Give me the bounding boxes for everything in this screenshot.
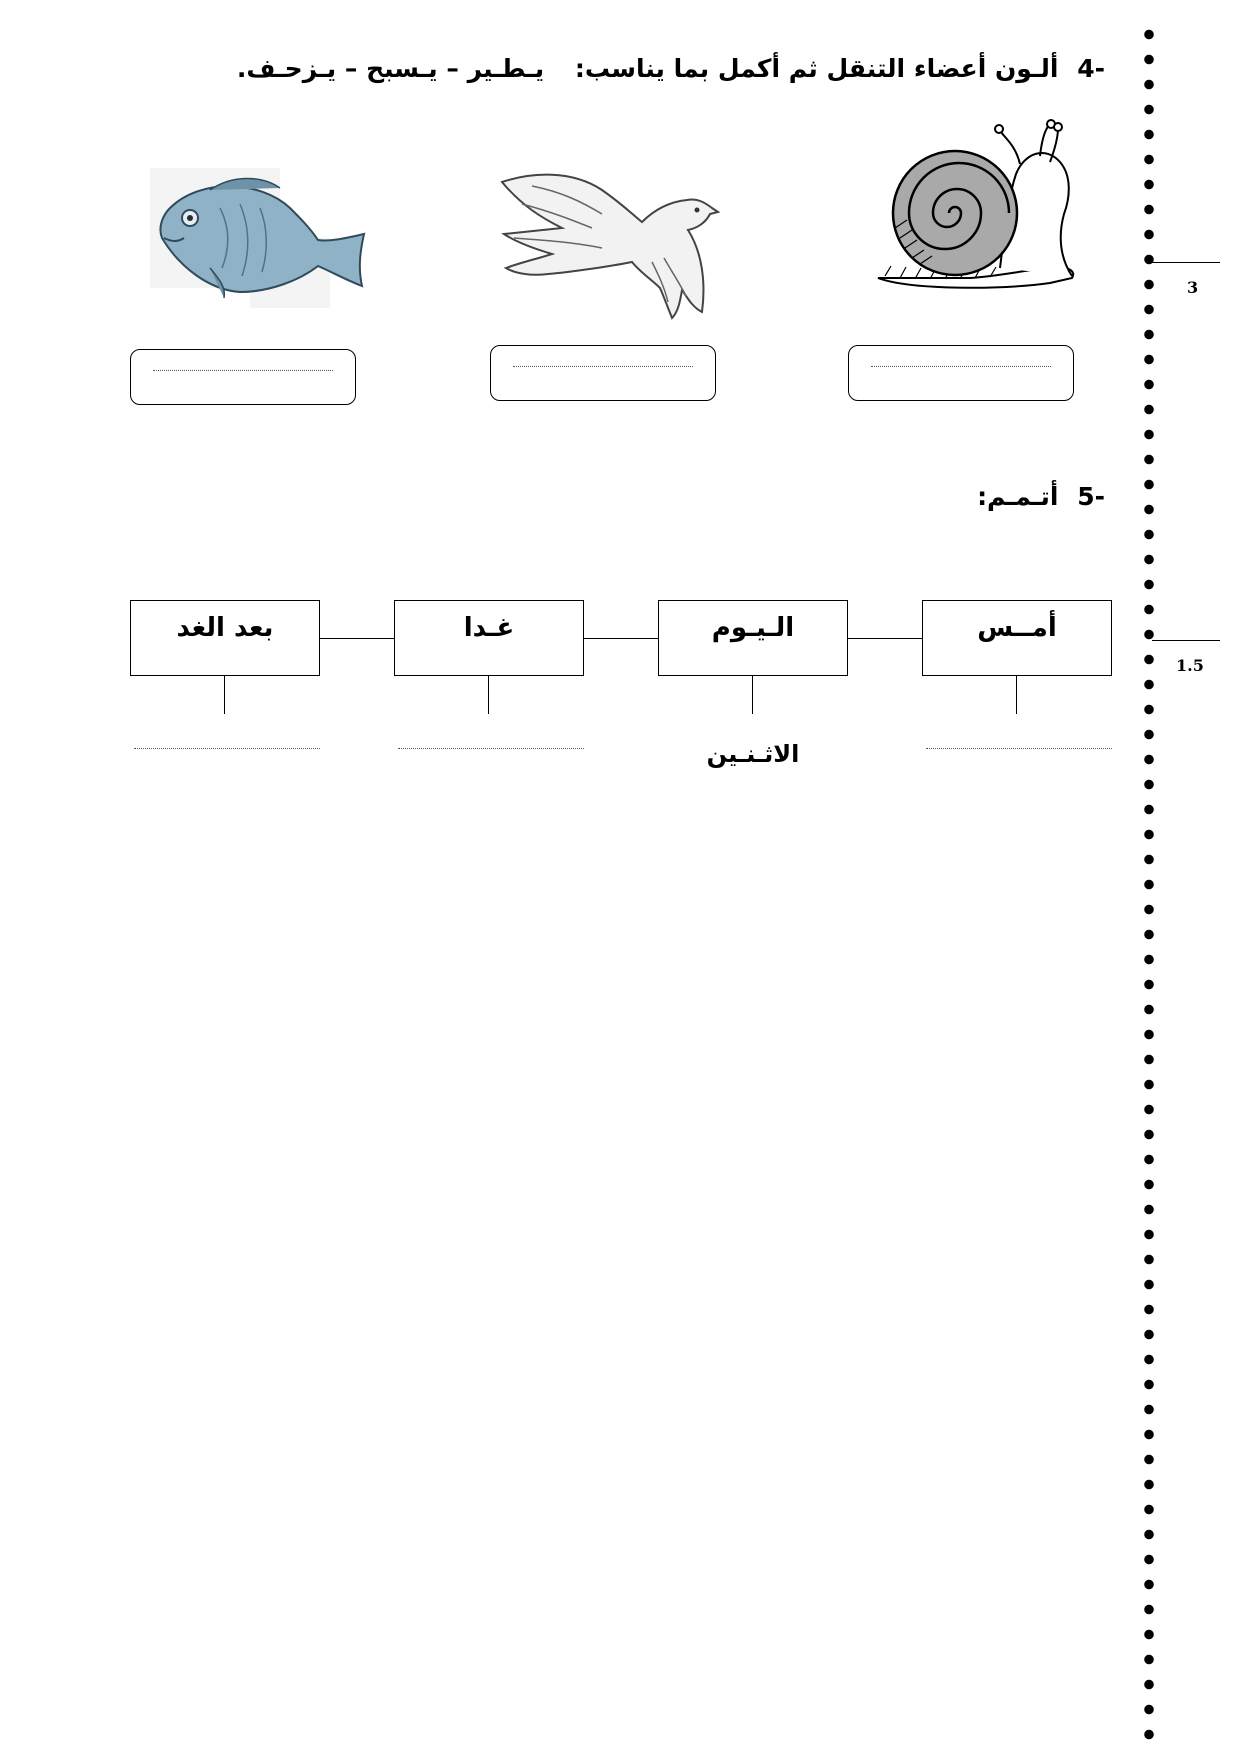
answer-box-bird[interactable] [490, 345, 716, 401]
movement-options: يـطـير – يـسبح – يـزحـف. [236, 54, 545, 83]
answer-line-after-tomorrow[interactable] [134, 748, 320, 749]
fish-icon [150, 168, 390, 358]
fish-picture [150, 168, 390, 358]
answer-box-fish[interactable] [130, 349, 356, 405]
answer-dotted-line [153, 370, 333, 371]
answer-box-snail[interactable] [848, 345, 1074, 401]
bird-icon [492, 162, 732, 352]
connector-line [752, 676, 753, 714]
answer-today: الاثـنـين [706, 740, 800, 768]
question-instruction: ألـون أعضاء التنقل ثم أكمل بما يناسب: [574, 54, 1059, 83]
connector-line [224, 676, 225, 714]
score-line [1152, 640, 1220, 641]
score-line [1152, 262, 1220, 263]
question-5-heading [977, 482, 1105, 511]
connector-line [1016, 676, 1017, 714]
snail-picture [850, 118, 1090, 308]
question-4-heading [237, 54, 1105, 83]
question-number: -4 [1077, 54, 1105, 83]
answer-line-tomorrow[interactable] [398, 748, 584, 749]
question-number: -5 [1077, 482, 1105, 511]
score-question-4: 3 [1187, 278, 1199, 297]
margin-dotted-line [1144, 22, 1154, 1752]
score-question-5: 1.5 [1176, 656, 1204, 675]
snail-icon [850, 118, 1090, 308]
question-instruction: أتـمـم: [977, 482, 1059, 511]
answer-dotted-line [513, 366, 693, 367]
day-box-yesterday: أمــس [922, 600, 1112, 676]
day-box-today: الـيـوم [658, 600, 848, 676]
day-box-tomorrow: غـدا [394, 600, 584, 676]
answer-line-yesterday[interactable] [926, 748, 1112, 749]
connector-line [848, 638, 922, 639]
connector-line [584, 638, 658, 639]
connector-line [488, 676, 489, 714]
connector-line [320, 638, 394, 639]
answer-dotted-line [871, 366, 1051, 367]
bird-picture [492, 162, 732, 352]
day-box-after-tomorrow: بعد الغد [130, 600, 320, 676]
